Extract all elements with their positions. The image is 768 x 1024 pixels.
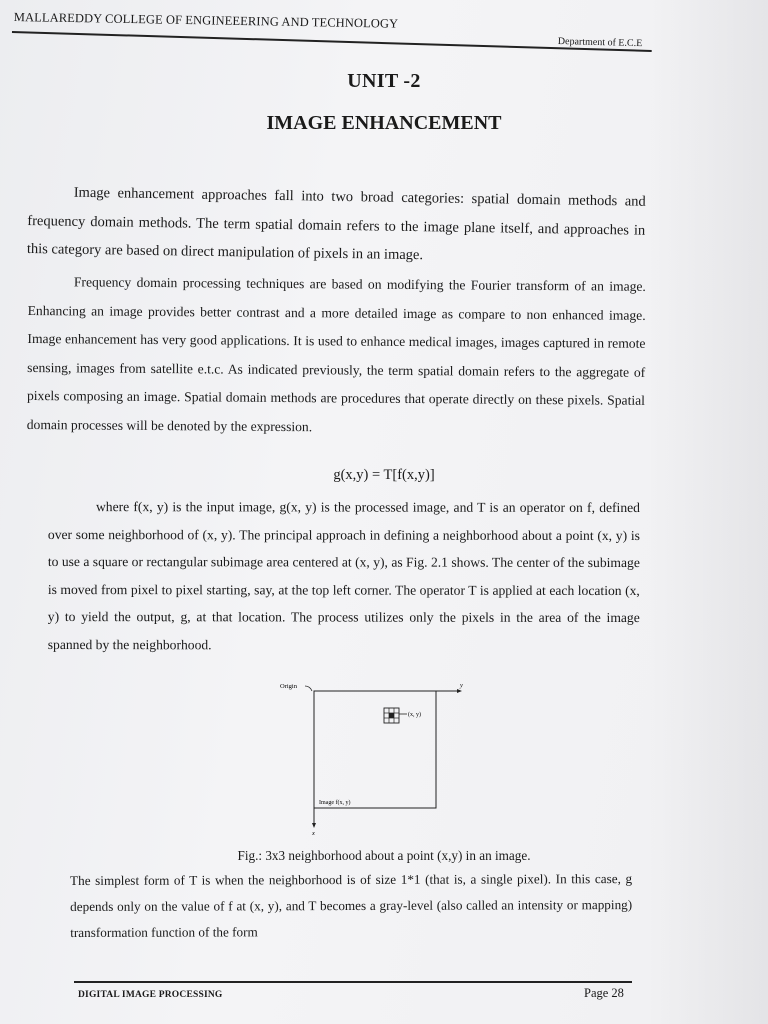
page-shading [648, 0, 768, 1024]
page-number: Page 28 [584, 986, 624, 1000]
department-label: Department of E.C.E [557, 36, 643, 50]
chapter-title: IMAGE ENHANCEMENT [266, 112, 502, 134]
footer-rule [74, 981, 632, 983]
point-label: (x, y) [408, 712, 421, 718]
neighborhood-figure [272, 676, 472, 836]
header-rule [12, 31, 652, 52]
paragraph-frequency-domain: Frequency domain processing techniques are based on modifying the Fourier transform of an image. Enhancing an image provides better contrast and a more detailed image as compare to non enhanced image. Image enhancement has very good applications. It is used to enhance medical images, images captured in remote sensing, images from satellite e.t.c. As indicated previously, the term spatial domain refers to the aggregate of pixels composing an image. Spatial domain methods are procedures that operate directly on these pixels. Spatial domain processes will be denoted by the expression. [26, 274, 646, 434]
paragraph-intro: Image enhancement approaches fall into two broad categories: spatial domain methods and frequency domain methods. The term spatial domain refers to the image plane itself, and approaches in this category are based on direct manipulation of pixels in an image. [26, 184, 646, 264]
image-border [314, 691, 436, 808]
figure-caption: Fig.: 3x3 neighborhood about a point (x,y) in an image. [237, 848, 531, 863]
paragraph-neighborhood: where f(x, y) is the input image, g(x, y) is the processed image, and T is an operator on f, defined over some neighborhood of (x, y). The principal approach in defining a neighborhood about a point (x, y) is to use a square or rectangular subimage area centered at (x, y), as Fig. 2.1 shows. The center of the subimage is moved from pixel to pixel starting, say, at the top left corner. The operator T is applied at each location (x, y) to yield the output, g, at that location. The process utilizes only the pixels in the area of the image spanned by the neighborhood. [47, 499, 640, 652]
y-axis-label: y [460, 682, 463, 689]
x-axis-label: x [312, 830, 315, 836]
y-arrow-icon [457, 689, 462, 693]
origin-label: Origin [280, 683, 297, 690]
unit-title: UNIT -2 [347, 70, 421, 92]
footer-subject: DIGITAL IMAGE PROCESSING [78, 990, 223, 1000]
image-label: Image f(x, y) [319, 800, 351, 806]
paragraph-simplest-form: The simplest form of T is when the neighborhood is of size 1*1 (that is, a single pixel). In this case, g depends only on the value of f at (x, y), and T becomes a gray-level (also called an intensity or mapping) transformation function of the form [70, 871, 633, 940]
neighborhood-grid-icon [384, 708, 399, 723]
college-header: MALLAREDDY COLLEGE OF ENGINEEERING AND TECHNOLOGY [13, 10, 399, 31]
equation: g(x,y) = T[f(x,y)] [333, 467, 435, 483]
x-arrow-icon [312, 823, 316, 828]
origin-pointer [305, 686, 312, 691]
